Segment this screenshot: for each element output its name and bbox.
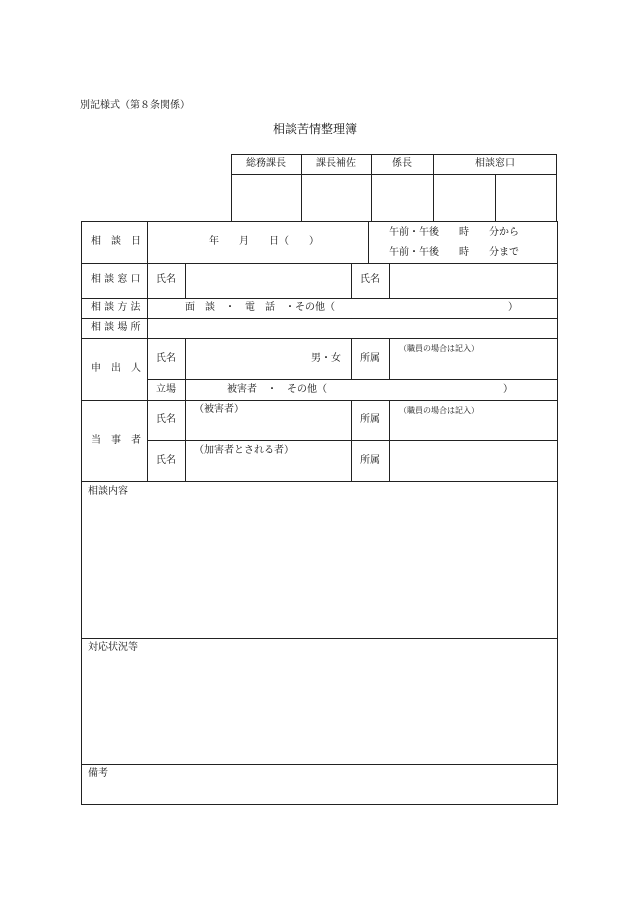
parties-affiliation-label-1: 所属 — [360, 414, 380, 425]
remarks-label: 備考 — [88, 768, 108, 779]
time-to: 午前・午後 時 分まで — [389, 247, 519, 258]
method-close-paren: ） — [508, 302, 518, 313]
applicant-affiliation-note: （職員の場合は記入） — [399, 344, 479, 353]
date-text: 年 月 日（ ） — [209, 236, 319, 247]
parties-name-label-1: 氏名 — [156, 414, 176, 425]
content-label: 相談内容 — [88, 486, 128, 497]
applicant-name-label: 氏名 — [156, 353, 176, 364]
parties-name-label-2: 氏名 — [156, 455, 176, 466]
method-options: 面 談 ・ 電 話 ・その他（ — [185, 302, 335, 313]
applicant-position-label: 立場 — [156, 384, 176, 395]
accused-note: （加害者とされる者） — [194, 445, 294, 456]
approval-col-counter: 相談窓口 — [475, 158, 515, 169]
form-style-note: 別記様式（第８条関係） — [80, 100, 190, 111]
applicant-close-paren: ） — [503, 384, 513, 395]
approval-table — [231, 154, 557, 221]
page-title: 相談苦情整理簿 — [272, 122, 357, 136]
counter-name-label-2: 氏名 — [360, 274, 380, 285]
parties-affiliation-note: （職員の場合は記入） — [399, 406, 479, 415]
counter-label: 相 談 窓 口 — [91, 274, 141, 285]
parties-label: 当 事 者 — [91, 435, 141, 446]
applicant-affiliation-label: 所属 — [360, 353, 380, 364]
approval-col-deputy: 課長補佐 — [316, 158, 356, 169]
time-from: 午前・午後 時 分から — [389, 227, 519, 238]
applicant-gender: 男・女 — [311, 353, 341, 364]
response-label: 対応状況等 — [88, 642, 138, 653]
applicant-label: 申 出 人 — [91, 363, 141, 374]
counter-name-label-1: 氏名 — [156, 274, 176, 285]
consultation-form — [81, 221, 558, 805]
victim-note: （被害者） — [194, 404, 244, 415]
parties-affiliation-label-2: 所属 — [360, 455, 380, 466]
approval-col-chief: 係長 — [392, 158, 412, 169]
method-label: 相 談 方 法 — [91, 302, 141, 313]
approval-col-general-manager: 総務課長 — [246, 158, 286, 169]
place-label: 相 談 場 所 — [91, 322, 141, 333]
date-label: 相 談 日 — [91, 236, 141, 247]
applicant-position-options: 被害者 ・ その他（ — [227, 384, 327, 395]
